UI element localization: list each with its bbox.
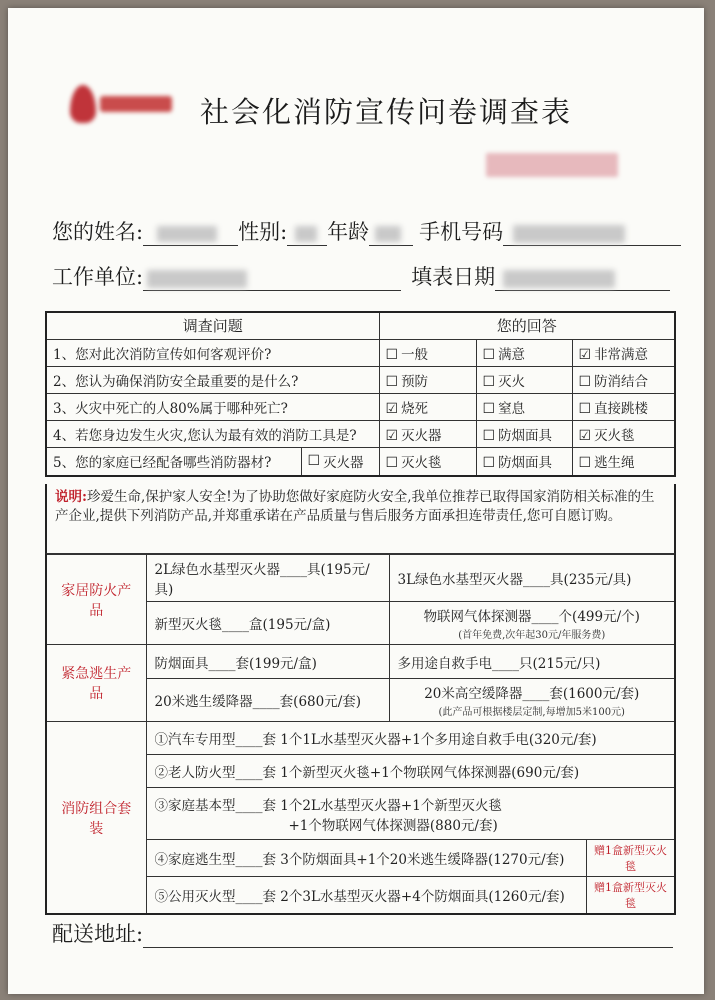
answer-option[interactable]: ☐ 直接跳楼 (572, 393, 675, 420)
answer-option[interactable]: ☐ 防消结合 (572, 366, 675, 393)
age-field[interactable] (369, 224, 413, 246)
category-escape: 紧急逃生产品 (46, 645, 146, 722)
survey-row (46, 393, 675, 420)
combo-item-with-gift[interactable]: ④家庭逃生型____套 3个防烟面具+1个20米逃生缓降器(1270元/套) 赠1盒新型灭火毯 (146, 840, 675, 877)
checkbox-icon[interactable]: ☐ (482, 455, 496, 471)
products-table (45, 554, 676, 915)
product-item[interactable]: 20米逃生缓降器____套(680元/套) (146, 679, 389, 722)
answer-option[interactable]: ☐ 防烟面具 (476, 447, 572, 476)
product-item-descender[interactable]: 20米高空缓降器____套(1600元/套) (此产品可根据楼层定制,每增加5米100元) (389, 679, 675, 722)
product-item[interactable]: 3L绿色水基型灭火器____具(235元/具) (389, 555, 675, 602)
survey-row (46, 339, 675, 366)
checkbox-icon[interactable]: ☐ (385, 455, 399, 471)
product-item-detector[interactable]: 物联网气体探测器____个(499元/个) (首年免费,次年起30元/年服务费) (389, 602, 675, 645)
name-label: 您的姓名: (52, 220, 144, 244)
gender-label: 性别: (238, 220, 288, 244)
explanation-note (45, 484, 676, 554)
product-item[interactable]: 防烟面具____套(199元/盒) (146, 645, 389, 679)
survey-row (46, 366, 675, 393)
note-label: 说明: (55, 489, 87, 505)
checkbox-icon[interactable]: ☐ (482, 373, 496, 390)
address-label: 配送地址: (52, 922, 144, 946)
product-item[interactable]: 2L绿色水基型灭火器____具(195元/具) (146, 555, 389, 602)
personal-info-row-2 (52, 261, 670, 291)
answer-option[interactable]: ☐ 一般 (379, 339, 476, 366)
checkbox-icon[interactable]: ☐ (385, 346, 399, 363)
name-field[interactable] (143, 224, 238, 246)
survey-row (46, 447, 675, 476)
detector-note: (首年免费,次年起30元/年服务费) (458, 630, 606, 641)
gift-label: 赠1盒新型灭火毯 (586, 840, 674, 876)
answer-option[interactable]: ☑ 非常满意 (572, 339, 675, 366)
questionnaire-sheet (8, 8, 704, 994)
answer-option[interactable]: ☐ 逃生绳 (572, 447, 675, 476)
product-item[interactable]: 新型灭火毯____盒(195元/盒) (146, 602, 389, 645)
work-unit-label: 工作单位: (52, 265, 144, 289)
checked-checkbox-icon[interactable]: ☑ (385, 427, 399, 444)
personal-info-row-1 (52, 216, 681, 246)
question-text: 5、您的家庭已经配备哪些消防器材? (53, 455, 272, 471)
category-home: 家居防火产品 (46, 555, 146, 645)
survey-table (45, 311, 676, 477)
checkbox-icon[interactable]: ☐ (307, 453, 321, 469)
checked-checkbox-icon[interactable]: ☑ (578, 427, 592, 444)
descender-note: (此产品可根据楼层定制,每增加5米100元) (438, 707, 625, 718)
fill-date-label: 填表日期 (411, 265, 496, 289)
product-item[interactable]: 多用途自救手电____只(215元/只) (389, 645, 675, 679)
checkbox-icon[interactable]: ☐ (385, 373, 399, 390)
answer-option[interactable]: ☐ 满意 (476, 339, 572, 366)
work-unit-field[interactable] (143, 269, 401, 291)
age-label: 年龄 (327, 220, 370, 244)
answer-option[interactable]: ☐ 灭火 (476, 366, 572, 393)
answer-option[interactable]: ☐ 防烟面具 (476, 420, 572, 447)
checkbox-icon[interactable]: ☐ (578, 455, 592, 471)
survey-header-row (46, 312, 675, 339)
address-field[interactable] (143, 926, 673, 948)
redacted-stamp (486, 153, 618, 177)
product-row (46, 555, 675, 602)
combo-row (46, 722, 675, 755)
phone-field[interactable] (503, 224, 681, 246)
combo-item-with-gift[interactable]: ⑤公用灭火型____套 2个3L水基型灭火器+4个防烟面具(1260元/套) 赠1盒新型灭火毯 (146, 877, 675, 915)
answer-option[interactable]: ☐ 灭火毯 (379, 447, 476, 476)
fill-date-field[interactable] (495, 269, 670, 291)
header-question: 调查问题 (46, 312, 379, 339)
checked-checkbox-icon[interactable]: ☑ (385, 400, 399, 417)
answer-option[interactable]: ☐ 窒息 (476, 393, 572, 420)
answer-option[interactable]: ☑ 烧死 (379, 393, 476, 420)
combo-item[interactable]: ①汽车专用型____套 1个1L水基型灭火器+1个多用途自救手电(320元/套) (146, 722, 675, 755)
answer-option[interactable]: ☐ 灭火器 (301, 448, 379, 475)
combo-item[interactable]: ③家庭基本型____套 1个2L水基型灭火器+1个新型灭火毯 +1个物联网气体探测器(880元/套) (146, 788, 675, 840)
survey-row (46, 420, 675, 447)
product-row (46, 645, 675, 679)
gift-label: 赠1盒新型灭火毯 (586, 877, 674, 913)
question-text: 4、若您身边发生火灾,您认为最有效的消防工具是? (46, 420, 379, 447)
answer-option[interactable]: ☑ 灭火毯 (572, 420, 675, 447)
phone-label: 手机号码 (419, 220, 504, 244)
answer-option[interactable]: ☑ 灭火器 (379, 420, 476, 447)
checked-checkbox-icon[interactable]: ☑ (578, 346, 592, 363)
checkbox-icon[interactable]: ☐ (482, 427, 496, 444)
category-combo: 消防组合套装 (46, 722, 146, 915)
form-title: 社会化消防宣传问卷调查表 (199, 95, 572, 129)
question-cell (46, 447, 379, 476)
delivery-address-row (52, 918, 673, 948)
checkbox-icon[interactable]: ☐ (578, 400, 592, 417)
combo-item[interactable]: ②老人防火型____套 1个新型灭火毯+1个物联网气体探测器(690元/套) (146, 755, 675, 788)
note-text: 珍爱生命,保护家人安全!为了协助您做好家庭防火安全,我单位推荐已取得国家消防相关标准的生产企业,提供下列消防产品,并郑重承诺在产品质量与售后服务方面承担连带责任,您可自愿订购。 (55, 489, 655, 524)
checkbox-icon[interactable]: ☐ (482, 346, 496, 363)
question-text: 1、您对此次消防宣传如何客观评价? (46, 339, 379, 366)
checkbox-icon[interactable]: ☐ (578, 373, 592, 390)
question-text: 3、火灾中死亡的人80%属于哪种死亡? (46, 393, 379, 420)
checkbox-icon[interactable]: ☐ (482, 400, 496, 417)
answer-option[interactable]: ☐ 预防 (379, 366, 476, 393)
gender-field[interactable] (287, 224, 327, 246)
question-text: 2、您认为确保消防安全最重要的是什么? (46, 366, 379, 393)
header-answer: 您的回答 (379, 312, 675, 339)
